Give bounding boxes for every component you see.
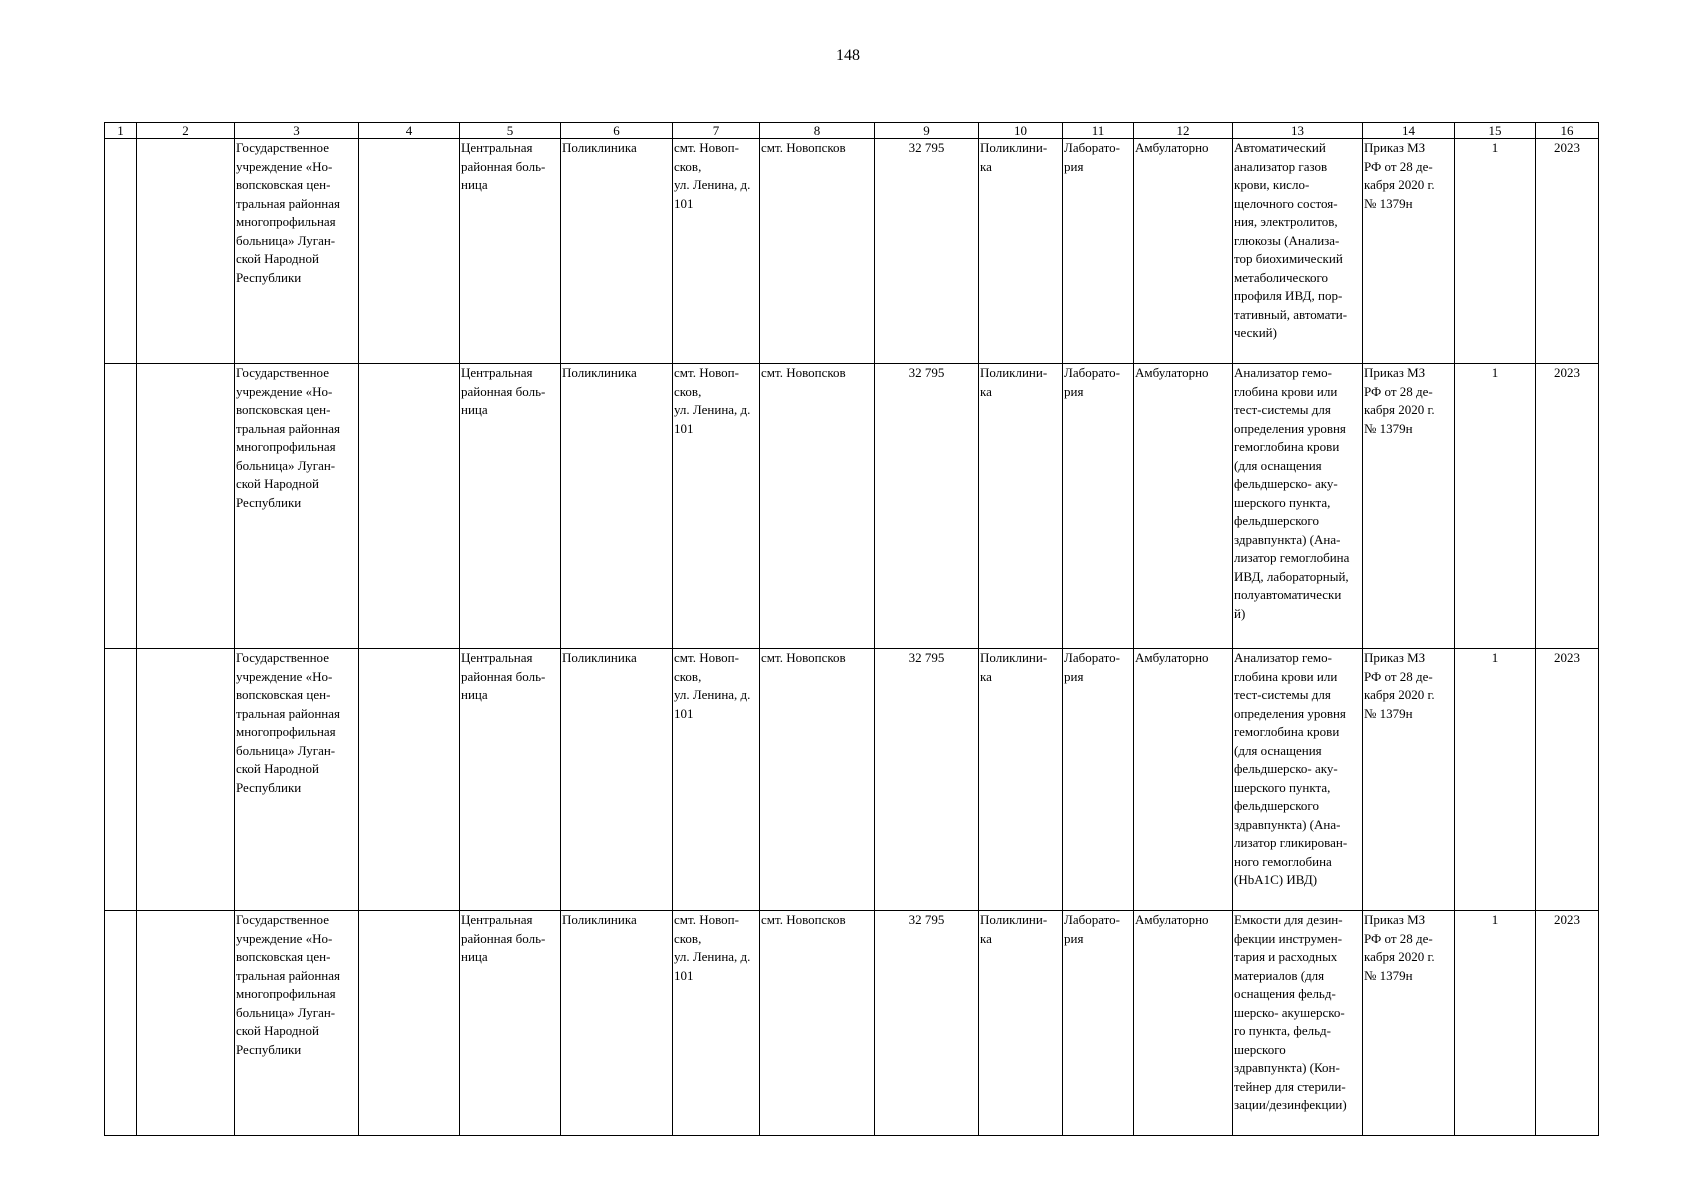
table-cell: 32 795 — [875, 364, 979, 649]
table-cell — [359, 139, 460, 364]
column-header: 7 — [673, 123, 760, 139]
data-table — [104, 122, 1599, 1136]
table-cell: 2023 — [1536, 364, 1599, 649]
table-cell: смт. Новопсков — [760, 139, 875, 364]
table-cell: 2023 — [1536, 649, 1599, 911]
table-cell: Центральная районная боль- ница — [460, 364, 561, 649]
table-cell: Амбулаторно — [1134, 364, 1233, 649]
table-cell: Приказ МЗ РФ от 28 де- кабря 2020 г. № 1379н — [1363, 364, 1455, 649]
table-cell — [359, 911, 460, 1136]
table-cell: Автоматический анализатор газов крови, кисло- щелочного состоя- ния, электролитов, глюкозы (Анализа- тор биохимический метаболического профиля ИВД, пор- тативный, автомати- ческий) — [1233, 139, 1363, 364]
table-cell: смт. Новоп- сков, ул. Ленина, д. 101 — [673, 649, 760, 911]
column-header: 14 — [1363, 123, 1455, 139]
table-cell: Поликлиника — [561, 364, 673, 649]
table-cell: Анализатор гемо- глобина крови или тест-системы для определения уровня гемоглобина крови (для оснащения фельдшерско- аку- шерского пункта, фельдшерского здравпункта) (Ана- лизатор гликирован- ного гемоглобина (HbA1C) ИВД) — [1233, 649, 1363, 911]
table-row — [105, 911, 1599, 1136]
table-cell: Поликлиника — [561, 649, 673, 911]
table-cell: Поликлини- ка — [979, 649, 1063, 911]
table-cell: смт. Новоп- сков, ул. Ленина, д. 101 — [673, 139, 760, 364]
table-cell: Поликлини- ка — [979, 364, 1063, 649]
table-cell: смт. Новоп- сков, ул. Ленина, д. 101 — [673, 911, 760, 1136]
table-cell: Анализатор гемо- глобина крови или тест-системы для определения уровня гемоглобина крови (для оснащения фельдшерско- аку- шерского пункта, фельдшерского здравпункта) (Ана- лизатор гемоглобина ИВД, лабораторный, полуавтоматически й) — [1233, 364, 1363, 649]
column-header: 15 — [1455, 123, 1536, 139]
table-cell: Емкости для дезин- фекции инструмен- тария и расходных материалов (для оснащения фельд- шерско- акушерско- го пункта, фельд- шерского здравпункта) (Кон- тейнер для стерили- зации/дезинфекции) — [1233, 911, 1363, 1136]
table-cell: Государственное учреждение «Но- вопсковская цен- тральная районная многопрофильная больница» Луган- ской Народной Республики — [235, 139, 359, 364]
table-cell — [137, 649, 235, 911]
table-cell — [359, 649, 460, 911]
table-cell: Приказ МЗ РФ от 28 де- кабря 2020 г. № 1379н — [1363, 911, 1455, 1136]
column-header: 10 — [979, 123, 1063, 139]
table-cell: Лаборато- рия — [1063, 364, 1134, 649]
table-cell — [137, 364, 235, 649]
header-row — [105, 123, 1599, 139]
table-row — [105, 649, 1599, 911]
table-cell: смт. Новопсков — [760, 911, 875, 1136]
table-cell — [137, 139, 235, 364]
table-cell: Центральная районная боль- ница — [460, 649, 561, 911]
table-cell: Приказ МЗ РФ от 28 де- кабря 2020 г. № 1379н — [1363, 649, 1455, 911]
table-cell — [105, 364, 137, 649]
table-cell: 32 795 — [875, 911, 979, 1136]
table-cell: смт. Новопсков — [760, 364, 875, 649]
column-header: 16 — [1536, 123, 1599, 139]
table-cell: 32 795 — [875, 139, 979, 364]
column-header: 3 — [235, 123, 359, 139]
column-header: 4 — [359, 123, 460, 139]
table-cell: 1 — [1455, 911, 1536, 1136]
page-number: 148 — [836, 47, 860, 64]
table-cell: смт. Новопсков — [760, 649, 875, 911]
table-row — [105, 139, 1599, 364]
column-header: 1 — [105, 123, 137, 139]
table-cell — [105, 139, 137, 364]
table-cell: Поликлиника — [561, 911, 673, 1136]
table-cell: 1 — [1455, 364, 1536, 649]
table-cell: Лаборато- рия — [1063, 649, 1134, 911]
column-header: 8 — [760, 123, 875, 139]
table-cell: Поликлиника — [561, 139, 673, 364]
table-cell — [105, 649, 137, 911]
column-header: 13 — [1233, 123, 1363, 139]
table-cell: Приказ МЗ РФ от 28 де- кабря 2020 г. № 1379н — [1363, 139, 1455, 364]
table-cell: 2023 — [1536, 911, 1599, 1136]
table-cell: Центральная районная боль- ница — [460, 911, 561, 1136]
column-header: 2 — [137, 123, 235, 139]
column-header: 6 — [561, 123, 673, 139]
column-header: 5 — [460, 123, 561, 139]
table-cell: Амбулаторно — [1134, 139, 1233, 364]
column-header: 11 — [1063, 123, 1134, 139]
table-cell: Поликлини- ка — [979, 139, 1063, 364]
table-cell: Амбулаторно — [1134, 911, 1233, 1136]
table-cell: Государственное учреждение «Но- вопсковская цен- тральная районная многопрофильная больница» Луган- ской Народной Республики — [235, 649, 359, 911]
table-cell: Государственное учреждение «Но- вопсковская цен- тральная районная многопрофильная больница» Луган- ской Народной Республики — [235, 911, 359, 1136]
table-cell: 2023 — [1536, 139, 1599, 364]
table-cell: 32 795 — [875, 649, 979, 911]
table-cell: Лаборато- рия — [1063, 139, 1134, 364]
table-cell: 1 — [1455, 649, 1536, 911]
table-cell — [137, 911, 235, 1136]
table-cell: смт. Новоп- сков, ул. Ленина, д. 101 — [673, 364, 760, 649]
column-header: 12 — [1134, 123, 1233, 139]
table-cell: Амбулаторно — [1134, 649, 1233, 911]
table-cell — [105, 911, 137, 1136]
table-cell: Поликлини- ка — [979, 911, 1063, 1136]
table-cell — [359, 364, 460, 649]
table-cell: Лаборато- рия — [1063, 911, 1134, 1136]
table-row — [105, 364, 1599, 649]
table-cell: 1 — [1455, 139, 1536, 364]
column-header: 9 — [875, 123, 979, 139]
table-cell: Государственное учреждение «Но- вопсковская цен- тральная районная многопрофильная больница» Луган- ской Народной Республики — [235, 364, 359, 649]
table-cell: Центральная районная боль- ница — [460, 139, 561, 364]
